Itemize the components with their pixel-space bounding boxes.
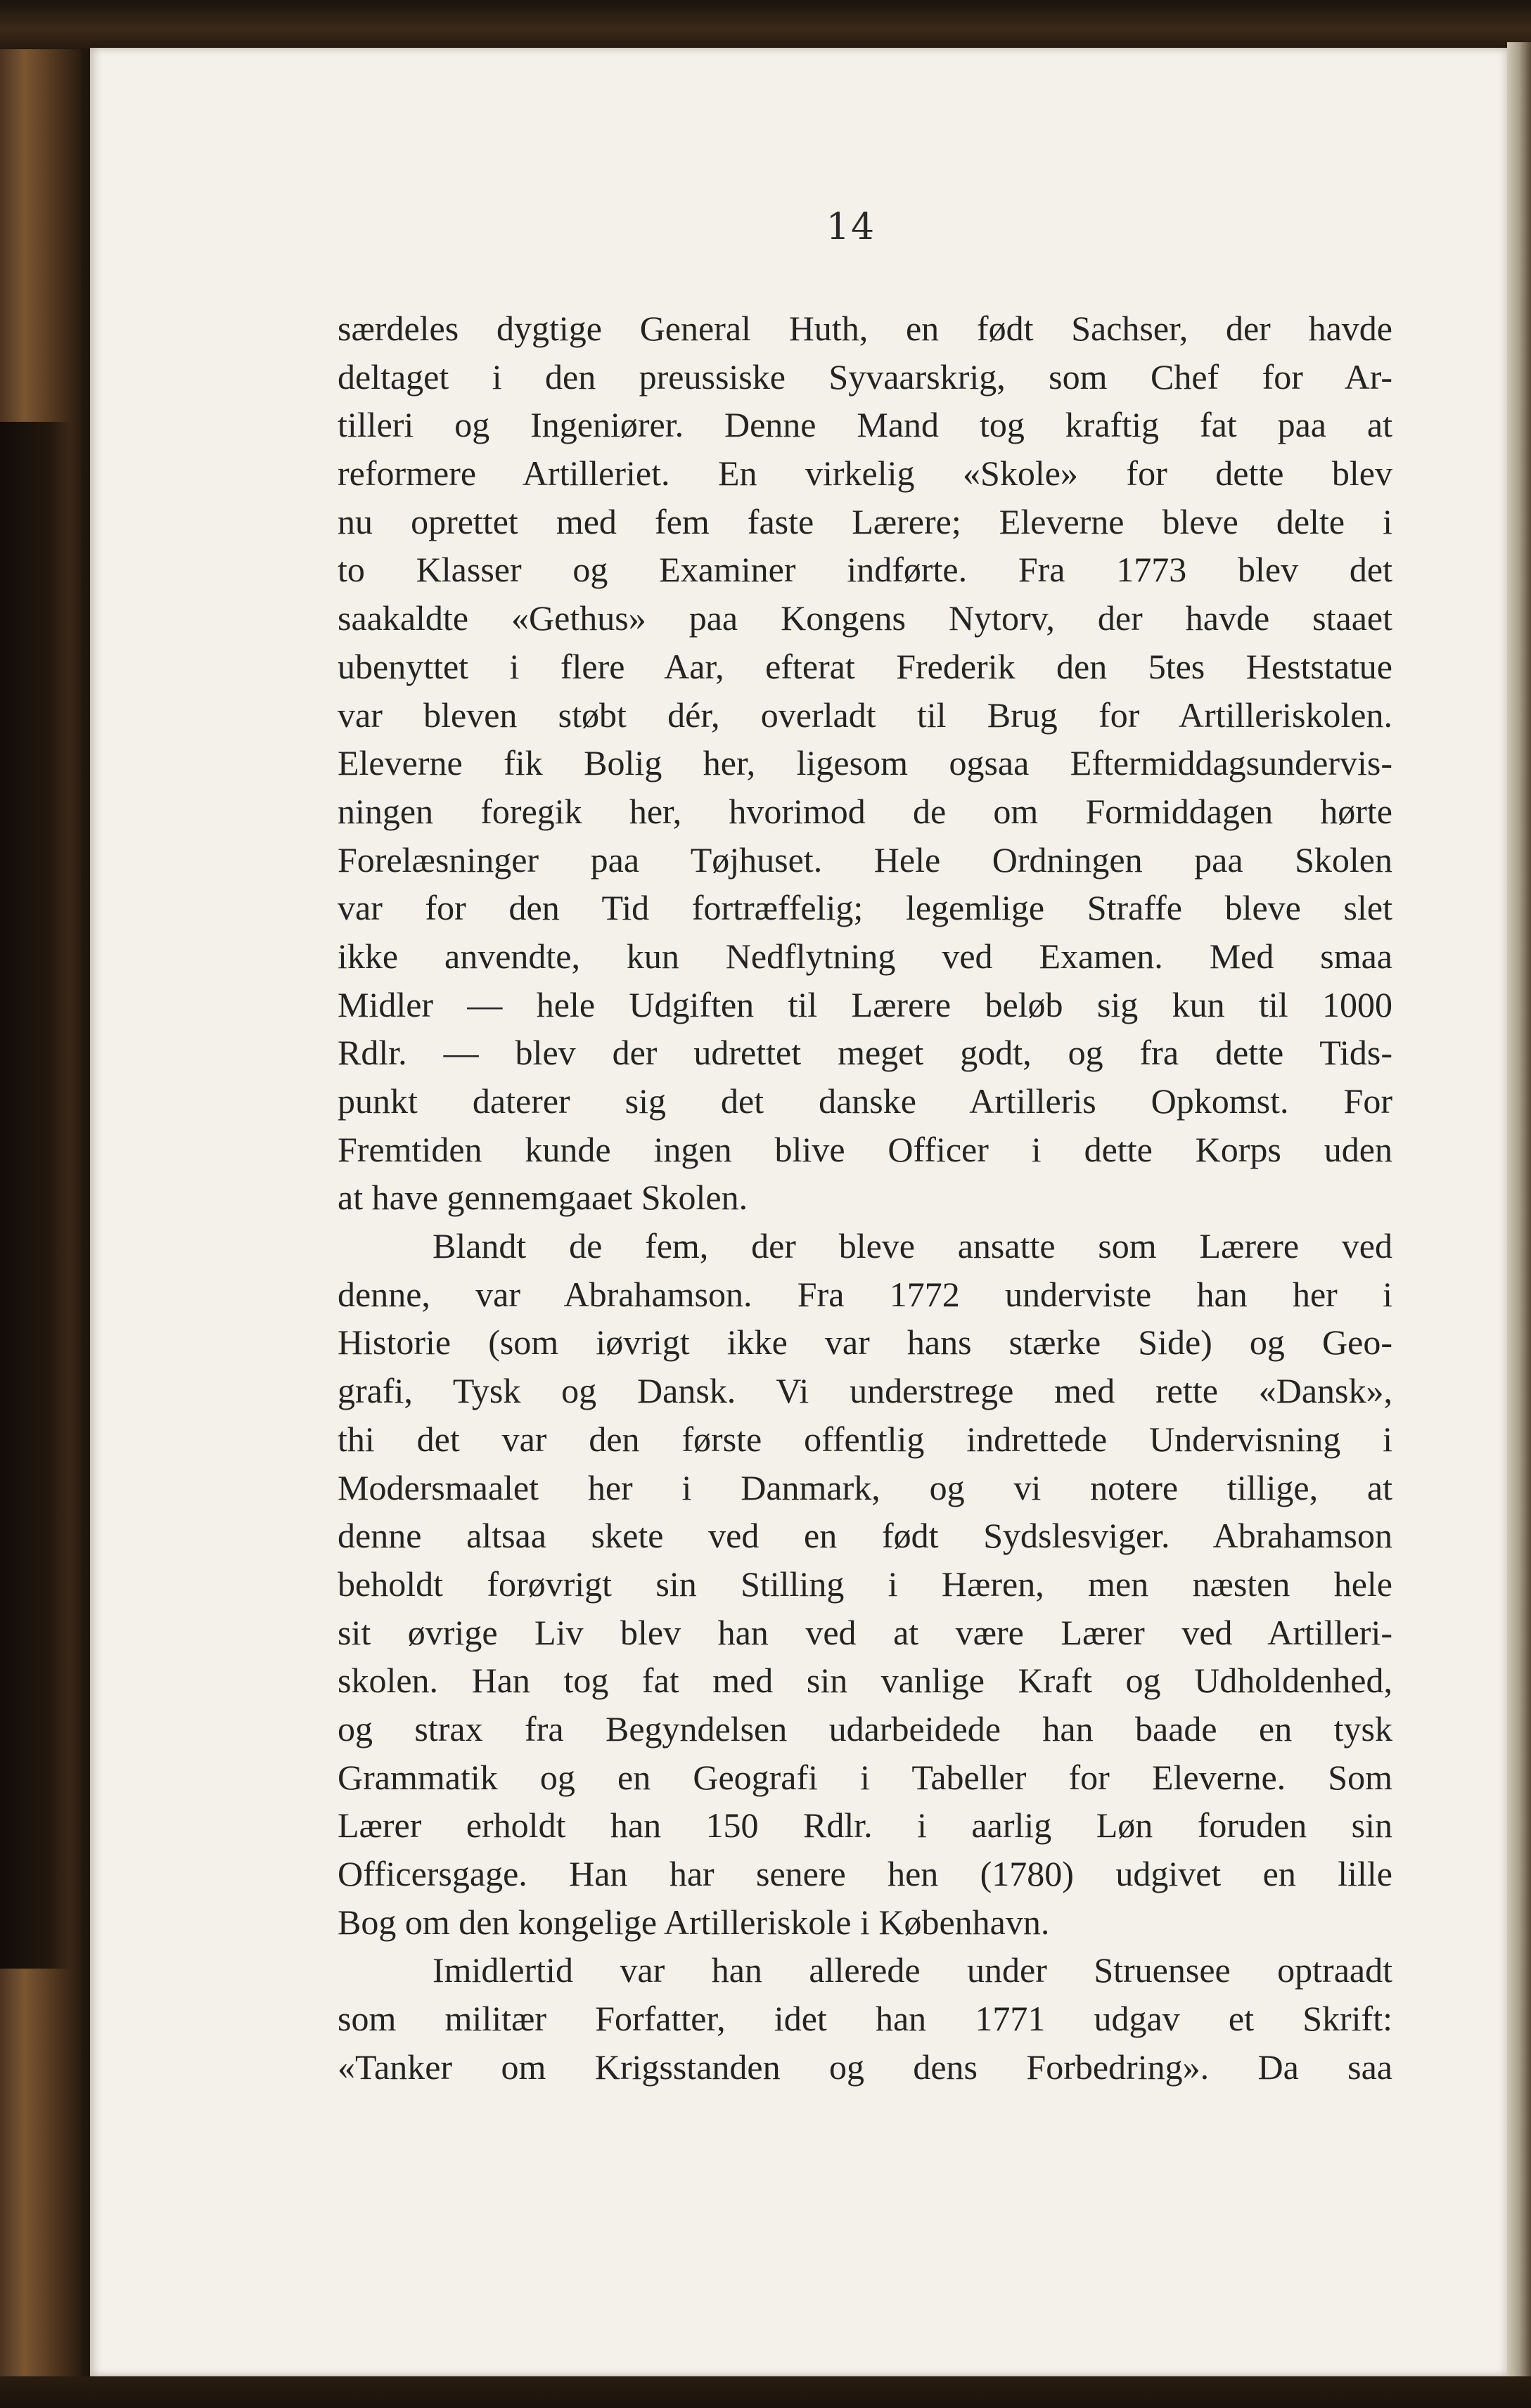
text-line: denne altsaa skete ved en født Sydslesviger. Abrahamson — [338, 1516, 1392, 1556]
text-line: nu oprettet med fem faste Lærere; Eleverne bleve delte i — [338, 501, 1392, 541]
paragraph — [338, 1946, 1392, 2091]
text-line: Officersgage. Han har senere hen (1780) udgivet en lille — [338, 1854, 1392, 1893]
text-line: Imidlertid var han allerede under Struensee optraadt — [433, 1950, 1392, 1990]
text-line: reformere Artilleriet. En virkelig «Skole» for dette blev — [338, 453, 1392, 494]
text-line: Historie (som iøvrigt ikke var hans stærke Side) og Geo- — [338, 1322, 1392, 1363]
text-line: ubenyttet i flere Aar, efterat Frederik den 5tes Heststatue — [338, 646, 1392, 686]
text-line: ningen foregik her, hvorimod de om Formiddagen hørte — [338, 791, 1392, 831]
text-line: Eleverne fik Bolig her, ligesom ogsaa Eftermiddagsundervis- — [338, 743, 1392, 783]
text-line: tilleri og Ingeniører. Denne Mand tog kraftig fat paa at — [338, 405, 1392, 445]
text-line: at have gennemgaaet Skolen. — [338, 1178, 748, 1218]
text-line: og strax fra Begyndelsen udarbeidede han baade en tysk — [338, 1708, 1392, 1749]
text-line: Fremtiden kunde ingen blive Officer i dette Korps uden — [338, 1129, 1392, 1169]
text-line: to Klasser og Examiner indførte. Fra 1773 blev det — [338, 550, 1392, 590]
text-line: punkt daterer sig det danske Artilleris Opkomst. For — [338, 1081, 1392, 1121]
page-number: 14 — [826, 206, 876, 248]
book-cover-top-edge — [0, 0, 1531, 49]
paragraph — [338, 304, 1392, 1222]
text-line: «Tanker om Krigsstanden og dens Forbedring». Da saa — [338, 2047, 1392, 2087]
text-line: Bog om den kongelige Artilleriskole i København. — [338, 1902, 1050, 1942]
text-line: saakaldte «Gethus» paa Kongens Nytorv, der havde staaet — [338, 598, 1392, 638]
text-line: grafi, Tysk og Dansk. Vi understrege med rette «Dansk», — [338, 1371, 1392, 1411]
text-line: Rdlr. — blev der udrettet meget godt, og fra dette Tids- — [338, 1033, 1392, 1073]
text-line: beholdt forøvrigt sin Stilling i Hæren, men næsten hele — [338, 1564, 1392, 1604]
text-line: var for den Tid fortræffelig; legemlige Straffe bleve slet — [338, 888, 1392, 928]
text-line: denne, var Abrahamson. Fra 1772 underviste han her i — [338, 1274, 1392, 1314]
text-line: Blandt de fem, der bleve ansatte som Lærere ved — [433, 1226, 1392, 1266]
text-line: ikke anvendte, kun Nedflytning ved Examen. Med smaa — [338, 936, 1392, 976]
text-line: som militær Forfatter, idet han 1771 udgav et Skrift: — [338, 1999, 1392, 2039]
text-line: Forelæsninger paa Tøjhuset. Hele Ordningen paa Skolen — [338, 839, 1392, 880]
text-line: særdeles dygtige General Huth, en født Sachser, der havde — [338, 309, 1392, 348]
text-line: Grammatik og en Geografi i Tabeller for Eleverne. Som — [338, 1757, 1392, 1797]
text-line: Midler — hele Udgiften til Lærere beløb sig kun til 1000 — [338, 984, 1392, 1024]
text-line: thi det var den første offentlig indrettede Undervisning i — [338, 1419, 1392, 1459]
text-line: var bleven støbt dér, overladt til Brug for Artilleriskolen. — [338, 695, 1392, 735]
text-line: Modersmaalet her i Danmark, og vi notere tillige, at — [338, 1467, 1392, 1507]
book-cover-spine-shadow — [0, 422, 70, 1969]
page-body-text — [338, 304, 1392, 2091]
text-line: Lærer erholdt han 150 Rdlr. i aarlig Løn foruden sin — [338, 1805, 1392, 1846]
text-line: skolen. Han tog fat med sin vanlige Kraft og Udholdenhed, — [338, 1661, 1392, 1701]
book-cover-bottom-edge — [0, 2376, 1531, 2408]
text-line: deltaget i den preussiske Syvaarskrig, som Chef for Ar- — [338, 356, 1392, 397]
text-line: sit øvrige Liv blev han ved at være Lærer ved Artilleri- — [338, 1612, 1392, 1652]
paragraph — [338, 1222, 1392, 1946]
page-stack-edge — [1507, 42, 1531, 2376]
